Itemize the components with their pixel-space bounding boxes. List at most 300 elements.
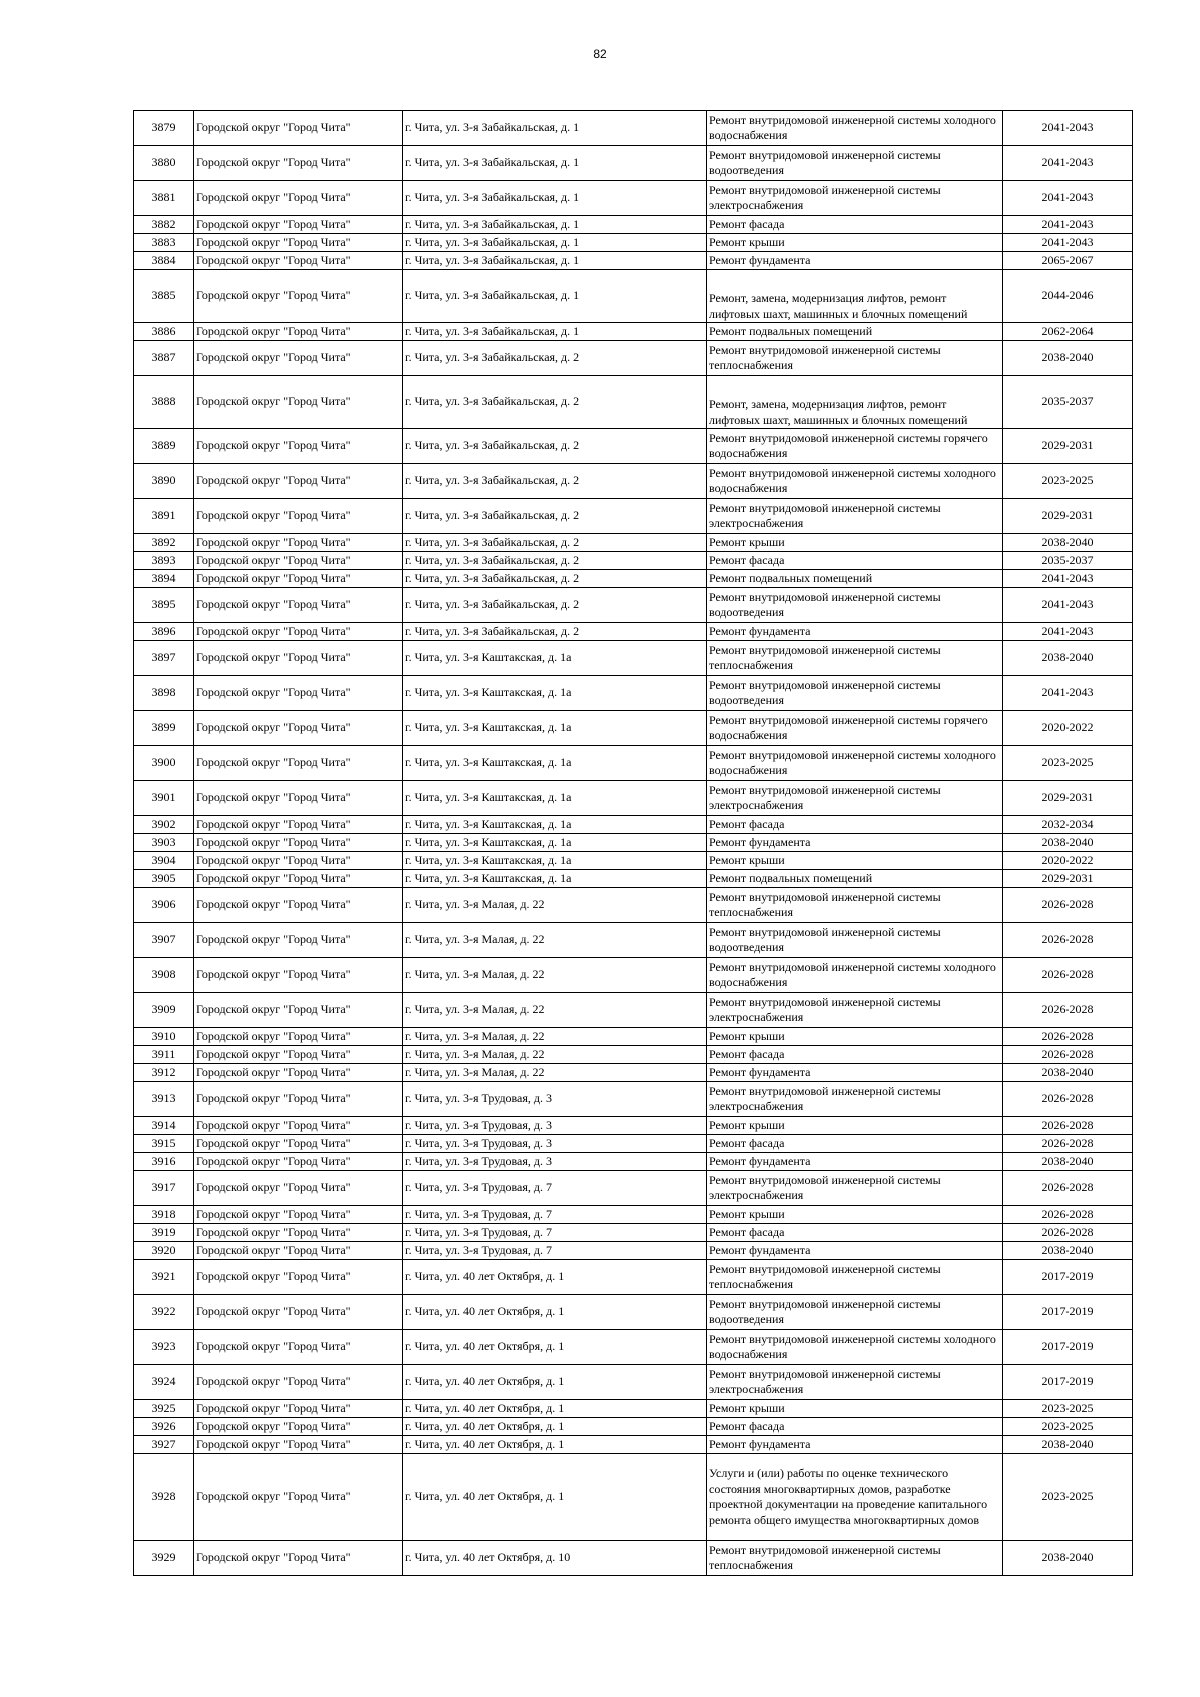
municipality-cell: Городской округ "Город Чита" (194, 1365, 403, 1400)
work-type-cell: Ремонт внутридомовой инженерной системы горячего водоснабжения (707, 711, 1003, 746)
address-cell: г. Чита, ул. 3-я Забайкальская, д. 2 (403, 552, 707, 570)
table-row (134, 1295, 1133, 1330)
period-cell: 2038-2040 (1003, 1436, 1133, 1454)
row-number: 3914 (134, 1117, 194, 1135)
row-number: 3907 (134, 923, 194, 958)
work-type-cell: Ремонт фундамента (707, 1064, 1003, 1082)
municipality-cell: Городской округ "Город Чита" (194, 552, 403, 570)
table-row (134, 464, 1133, 499)
period-cell: 2023-2025 (1003, 1418, 1133, 1436)
municipality-cell: Городской округ "Город Чита" (194, 958, 403, 993)
period-cell: 2041-2043 (1003, 234, 1133, 252)
work-type-cell: Ремонт крыши (707, 234, 1003, 252)
period-cell: 2020-2022 (1003, 852, 1133, 870)
work-type-cell: Ремонт внутридомовой инженерной системы водоотведения (707, 146, 1003, 181)
work-type-cell: Ремонт внутридомовой инженерной системы теплоснабжения (707, 1541, 1003, 1576)
table-row (134, 746, 1133, 781)
period-cell: 2038-2040 (1003, 834, 1133, 852)
work-type-cell: Ремонт внутридомовой инженерной системы холодного водоснабжения (707, 111, 1003, 146)
period-cell: 2038-2040 (1003, 1242, 1133, 1260)
period-cell: 2035-2037 (1003, 376, 1133, 429)
address-cell: г. Чита, ул. 3-я Малая, д. 22 (403, 993, 707, 1028)
address-cell: г. Чита, ул. 3-я Забайкальская, д. 1 (403, 270, 707, 323)
municipality-cell: Городской округ "Город Чита" (194, 1117, 403, 1135)
row-number: 3908 (134, 958, 194, 993)
municipality-cell: Городской округ "Город Чита" (194, 464, 403, 499)
work-type-cell: Ремонт внутридомовой инженерной системы холодного водоснабжения (707, 746, 1003, 781)
municipality-cell: Городской округ "Город Чита" (194, 270, 403, 323)
municipality-cell: Городской округ "Город Чита" (194, 870, 403, 888)
address-cell: г. Чита, ул. 3-я Забайкальская, д. 2 (403, 570, 707, 588)
row-number: 3909 (134, 993, 194, 1028)
table-row (134, 552, 1133, 570)
municipality-cell: Городской округ "Город Чита" (194, 111, 403, 146)
work-type-cell: Ремонт внутридомовой инженерной системы теплоснабжения (707, 341, 1003, 376)
row-number: 3900 (134, 746, 194, 781)
row-number: 3915 (134, 1135, 194, 1153)
table-row (134, 1260, 1133, 1295)
table-row (134, 323, 1133, 341)
municipality-cell: Городской округ "Город Чита" (194, 888, 403, 923)
period-cell: 2026-2028 (1003, 923, 1133, 958)
work-type-cell: Ремонт внутридомовой инженерной системы водоотведения (707, 676, 1003, 711)
address-cell: г. Чита, ул. 3-я Каштакская, д. 1а (403, 781, 707, 816)
table-row (134, 623, 1133, 641)
municipality-cell: Городской округ "Город Чита" (194, 252, 403, 270)
table-row (134, 341, 1133, 376)
municipality-cell: Городской округ "Город Чита" (194, 1171, 403, 1206)
table-row (134, 1171, 1133, 1206)
work-type-cell: Ремонт фасада (707, 1418, 1003, 1436)
table-row (134, 711, 1133, 746)
row-number: 3922 (134, 1295, 194, 1330)
period-cell: 2065-2067 (1003, 252, 1133, 270)
row-number: 3925 (134, 1400, 194, 1418)
period-cell: 2017-2019 (1003, 1260, 1133, 1295)
period-cell: 2029-2031 (1003, 499, 1133, 534)
table-row (134, 1541, 1133, 1576)
period-cell: 2023-2025 (1003, 746, 1133, 781)
municipality-cell: Городской округ "Город Чита" (194, 1206, 403, 1224)
period-cell: 2026-2028 (1003, 1224, 1133, 1242)
table-row (134, 1436, 1133, 1454)
table-row (134, 852, 1133, 870)
table-row (134, 216, 1133, 234)
address-cell: г. Чита, ул. 3-я Трудовая, д. 7 (403, 1171, 707, 1206)
address-cell: г. Чита, ул. 3-я Каштакская, д. 1а (403, 816, 707, 834)
table-row (134, 252, 1133, 270)
row-number: 3902 (134, 816, 194, 834)
period-cell: 2032-2034 (1003, 816, 1133, 834)
municipality-cell: Городской округ "Город Чита" (194, 1260, 403, 1295)
municipality-cell: Городской округ "Город Чита" (194, 1242, 403, 1260)
municipality-cell: Городской округ "Город Чита" (194, 216, 403, 234)
work-type-cell: Ремонт фундамента (707, 1436, 1003, 1454)
period-cell: 2023-2025 (1003, 1400, 1133, 1418)
address-cell: г. Чита, ул. 3-я Каштакская, д. 1а (403, 711, 707, 746)
address-cell: г. Чита, ул. 3-я Малая, д. 22 (403, 888, 707, 923)
work-type-cell: Ремонт внутридомовой инженерной системы горячего водоснабжения (707, 429, 1003, 464)
address-cell: г. Чита, ул. 3-я Забайкальская, д. 1 (403, 323, 707, 341)
row-number: 3912 (134, 1064, 194, 1082)
table-row (134, 1454, 1133, 1541)
period-cell: 2026-2028 (1003, 993, 1133, 1028)
municipality-cell: Городской округ "Город Чита" (194, 781, 403, 816)
period-cell: 2038-2040 (1003, 1153, 1133, 1171)
municipality-cell: Городской округ "Город Чита" (194, 1064, 403, 1082)
table-row (134, 1082, 1133, 1117)
row-number: 3879 (134, 111, 194, 146)
work-type-cell: Ремонт внутридомовой инженерной системы теплоснабжения (707, 1260, 1003, 1295)
address-cell: г. Чита, ул. 40 лет Октября, д. 1 (403, 1260, 707, 1295)
municipality-cell: Городской округ "Город Чита" (194, 1454, 403, 1541)
municipality-cell: Городской округ "Город Чита" (194, 570, 403, 588)
period-cell: 2017-2019 (1003, 1330, 1133, 1365)
row-number: 3920 (134, 1242, 194, 1260)
table-row (134, 146, 1133, 181)
period-cell: 2029-2031 (1003, 781, 1133, 816)
period-cell: 2017-2019 (1003, 1365, 1133, 1400)
table-row (134, 993, 1133, 1028)
municipality-cell: Городской округ "Город Чита" (194, 1224, 403, 1242)
address-cell: г. Чита, ул. 3-я Трудовая, д. 3 (403, 1135, 707, 1153)
period-cell: 2038-2040 (1003, 534, 1133, 552)
address-cell: г. Чита, ул. 3-я Забайкальская, д. 2 (403, 623, 707, 641)
work-type-cell: Ремонт крыши (707, 1400, 1003, 1418)
work-type-cell: Ремонт крыши (707, 852, 1003, 870)
municipality-cell: Городской округ "Город Чита" (194, 1541, 403, 1576)
address-cell: г. Чита, ул. 3-я Малая, д. 22 (403, 1064, 707, 1082)
municipality-cell: Городской округ "Город Чита" (194, 499, 403, 534)
address-cell: г. Чита, ул. 3-я Малая, д. 22 (403, 958, 707, 993)
table-row (134, 1135, 1133, 1153)
period-cell: 2026-2028 (1003, 1135, 1133, 1153)
address-cell: г. Чита, ул. 3-я Забайкальская, д. 1 (403, 252, 707, 270)
municipality-cell: Городской округ "Город Чита" (194, 1082, 403, 1117)
work-type-cell: Ремонт фундамента (707, 252, 1003, 270)
municipality-cell: Городской округ "Город Чита" (194, 711, 403, 746)
work-type-cell: Ремонт фундамента (707, 1242, 1003, 1260)
municipality-cell: Городской округ "Город Чита" (194, 323, 403, 341)
municipality-cell: Городской округ "Город Чита" (194, 341, 403, 376)
table-body (134, 111, 1133, 1576)
table-row (134, 816, 1133, 834)
municipality-cell: Городской округ "Город Чита" (194, 1046, 403, 1064)
period-cell: 2026-2028 (1003, 888, 1133, 923)
work-type-cell: Ремонт внутридомовой инженерной системы электроснабжения (707, 1082, 1003, 1117)
address-cell: г. Чита, ул. 3-я Каштакская, д. 1а (403, 676, 707, 711)
row-number: 3918 (134, 1206, 194, 1224)
capital-repair-table (133, 110, 1133, 1576)
municipality-cell: Городской округ "Город Чита" (194, 429, 403, 464)
row-number: 3883 (134, 234, 194, 252)
municipality-cell: Городской округ "Город Чита" (194, 623, 403, 641)
address-cell: г. Чита, ул. 3-я Забайкальская, д. 2 (403, 376, 707, 429)
address-cell: г. Чита, ул. 40 лет Октября, д. 1 (403, 1418, 707, 1436)
address-cell: г. Чита, ул. 3-я Забайкальская, д. 1 (403, 216, 707, 234)
table-row (134, 111, 1133, 146)
address-cell: г. Чита, ул. 40 лет Октября, д. 1 (403, 1365, 707, 1400)
work-type-cell: Ремонт фасада (707, 216, 1003, 234)
work-type-cell: Ремонт крыши (707, 1206, 1003, 1224)
row-number: 3892 (134, 534, 194, 552)
period-cell: 2041-2043 (1003, 588, 1133, 623)
table-row (134, 923, 1133, 958)
period-cell: 2038-2040 (1003, 641, 1133, 676)
row-number: 3906 (134, 888, 194, 923)
municipality-cell: Городской округ "Город Чита" (194, 1400, 403, 1418)
address-cell: г. Чита, ул. 40 лет Октября, д. 10 (403, 1541, 707, 1576)
period-cell: 2041-2043 (1003, 146, 1133, 181)
row-number: 3887 (134, 341, 194, 376)
address-cell: г. Чита, ул. 3-я Забайкальская, д. 2 (403, 464, 707, 499)
table-row (134, 781, 1133, 816)
address-cell: г. Чита, ул. 3-я Забайкальская, д. 2 (403, 341, 707, 376)
table-row (134, 270, 1133, 323)
address-cell: г. Чита, ул. 3-я Каштакская, д. 1а (403, 641, 707, 676)
work-type-cell: Ремонт подвальных помещений (707, 570, 1003, 588)
table-row (134, 429, 1133, 464)
address-cell: г. Чита, ул. 3-я Забайкальская, д. 2 (403, 534, 707, 552)
row-number: 3898 (134, 676, 194, 711)
work-type-cell: Ремонт внутридомовой инженерной системы водоотведения (707, 923, 1003, 958)
municipality-cell: Городской округ "Город Чита" (194, 234, 403, 252)
municipality-cell: Городской округ "Город Чита" (194, 588, 403, 623)
address-cell: г. Чита, ул. 3-я Забайкальская, д. 1 (403, 111, 707, 146)
work-type-cell: Ремонт фундамента (707, 623, 1003, 641)
work-type-cell: Ремонт фасада (707, 552, 1003, 570)
period-cell: 2038-2040 (1003, 1541, 1133, 1576)
municipality-cell: Городской округ "Город Чита" (194, 676, 403, 711)
municipality-cell: Городской округ "Город Чита" (194, 1330, 403, 1365)
work-type-cell: Ремонт внутридомовой инженерной системы холодного водоснабжения (707, 464, 1003, 499)
row-number: 3893 (134, 552, 194, 570)
address-cell: г. Чита, ул. 3-я Малая, д. 22 (403, 1028, 707, 1046)
row-number: 3916 (134, 1153, 194, 1171)
table-row (134, 1206, 1133, 1224)
row-number: 3881 (134, 181, 194, 216)
period-cell: 2026-2028 (1003, 1171, 1133, 1206)
row-number: 3928 (134, 1454, 194, 1541)
period-cell: 2023-2025 (1003, 464, 1133, 499)
work-type-cell: Ремонт внутридомовой инженерной системы водоотведения (707, 1295, 1003, 1330)
row-number: 3901 (134, 781, 194, 816)
address-cell: г. Чита, ул. 40 лет Октября, д. 1 (403, 1436, 707, 1454)
work-type-cell: Ремонт подвальных помещений (707, 323, 1003, 341)
address-cell: г. Чита, ул. 3-я Трудовая, д. 3 (403, 1117, 707, 1135)
table-row (134, 1046, 1133, 1064)
work-type-cell: Ремонт внутридомовой инженерной системы холодного водоснабжения (707, 1330, 1003, 1365)
table-row (134, 1400, 1133, 1418)
table-row (134, 1330, 1133, 1365)
table-row (134, 641, 1133, 676)
period-cell: 2026-2028 (1003, 1028, 1133, 1046)
address-cell: г. Чита, ул. 3-я Каштакская, д. 1а (403, 852, 707, 870)
municipality-cell: Городской округ "Город Чита" (194, 852, 403, 870)
period-cell: 2023-2025 (1003, 1454, 1133, 1541)
municipality-cell: Городской округ "Город Чита" (194, 1436, 403, 1454)
municipality-cell: Городской округ "Город Чита" (194, 1135, 403, 1153)
address-cell: г. Чита, ул. 3-я Трудовая, д. 7 (403, 1206, 707, 1224)
period-cell: 2044-2046 (1003, 270, 1133, 323)
row-number: 3884 (134, 252, 194, 270)
work-type-cell: Ремонт внутридомовой инженерной системы электроснабжения (707, 1365, 1003, 1400)
row-number: 3896 (134, 623, 194, 641)
address-cell: г. Чита, ул. 3-я Забайкальская, д. 2 (403, 429, 707, 464)
period-cell: 2038-2040 (1003, 341, 1133, 376)
work-type-cell: Ремонт крыши (707, 534, 1003, 552)
address-cell: г. Чита, ул. 3-я Малая, д. 22 (403, 923, 707, 958)
row-number: 3927 (134, 1436, 194, 1454)
address-cell: г. Чита, ул. 3-я Забайкальская, д. 2 (403, 588, 707, 623)
table-row (134, 376, 1133, 429)
period-cell: 2020-2022 (1003, 711, 1133, 746)
address-cell: г. Чита, ул. 3-я Забайкальская, д. 2 (403, 499, 707, 534)
period-cell: 2029-2031 (1003, 870, 1133, 888)
row-number: 3885 (134, 270, 194, 323)
row-number: 3917 (134, 1171, 194, 1206)
period-cell: 2041-2043 (1003, 181, 1133, 216)
row-number: 3880 (134, 146, 194, 181)
work-type-cell: Ремонт крыши (707, 1117, 1003, 1135)
row-number: 3890 (134, 464, 194, 499)
work-type-cell: Ремонт фасада (707, 816, 1003, 834)
period-cell: 2035-2037 (1003, 552, 1133, 570)
address-cell: г. Чита, ул. 3-я Каштакская, д. 1а (403, 870, 707, 888)
municipality-cell: Городской округ "Город Чита" (194, 834, 403, 852)
period-cell: 2041-2043 (1003, 216, 1133, 234)
address-cell: г. Чита, ул. 3-я Каштакская, д. 1а (403, 746, 707, 781)
work-type-cell: Ремонт внутридомовой инженерной системы электроснабжения (707, 993, 1003, 1028)
municipality-cell: Городской округ "Город Чита" (194, 534, 403, 552)
table-row (134, 1365, 1133, 1400)
period-cell: 2026-2028 (1003, 958, 1133, 993)
table-row (134, 499, 1133, 534)
work-type-cell: Ремонт фасада (707, 1046, 1003, 1064)
municipality-cell: Городской округ "Город Чита" (194, 993, 403, 1028)
table-row (134, 958, 1133, 993)
municipality-cell: Городской округ "Город Чита" (194, 146, 403, 181)
work-type-cell: Ремонт внутридомовой инженерной системы электроснабжения (707, 1171, 1003, 1206)
municipality-cell: Городской округ "Город Чита" (194, 641, 403, 676)
work-type-cell: Ремонт фасада (707, 1135, 1003, 1153)
period-cell: 2017-2019 (1003, 1295, 1133, 1330)
address-cell: г. Чита, ул. 40 лет Октября, д. 1 (403, 1454, 707, 1541)
row-number: 3905 (134, 870, 194, 888)
table-row (134, 181, 1133, 216)
row-number: 3923 (134, 1330, 194, 1365)
address-cell: г. Чита, ул. 3-я Забайкальская, д. 1 (403, 146, 707, 181)
table-row (134, 1224, 1133, 1242)
period-cell: 2026-2028 (1003, 1206, 1133, 1224)
address-cell: г. Чита, ул. 3-я Забайкальская, д. 1 (403, 181, 707, 216)
municipality-cell: Городской округ "Город Чита" (194, 1418, 403, 1436)
period-cell: 2062-2064 (1003, 323, 1133, 341)
table-row (134, 1064, 1133, 1082)
page-number: 82 (593, 47, 607, 61)
row-number: 3895 (134, 588, 194, 623)
period-cell: 2038-2040 (1003, 1064, 1133, 1082)
address-cell: г. Чита, ул. 40 лет Октября, д. 1 (403, 1295, 707, 1330)
work-type-cell: Ремонт, замена, модернизация лифтов, ремонт лифтовых шахт, машинных и блочных помещений (707, 376, 1003, 429)
table-row (134, 1117, 1133, 1135)
row-number: 3910 (134, 1028, 194, 1046)
work-type-cell: Ремонт внутридомовой инженерной системы электроснабжения (707, 181, 1003, 216)
row-number: 3919 (134, 1224, 194, 1242)
period-cell: 2041-2043 (1003, 623, 1133, 641)
work-type-cell: Ремонт внутридомовой инженерной системы холодного водоснабжения (707, 958, 1003, 993)
row-number: 3889 (134, 429, 194, 464)
work-type-cell: Ремонт внутридомовой инженерной системы электроснабжения (707, 499, 1003, 534)
address-cell: г. Чита, ул. 3-я Трудовая, д. 7 (403, 1224, 707, 1242)
address-cell: г. Чита, ул. 3-я Каштакская, д. 1а (403, 834, 707, 852)
row-number: 3926 (134, 1418, 194, 1436)
row-number: 3888 (134, 376, 194, 429)
row-number: 3897 (134, 641, 194, 676)
municipality-cell: Городской округ "Город Чита" (194, 1153, 403, 1171)
address-cell: г. Чита, ул. 3-я Трудовая, д. 3 (403, 1153, 707, 1171)
municipality-cell: Городской округ "Город Чита" (194, 1295, 403, 1330)
period-cell: 2041-2043 (1003, 570, 1133, 588)
row-number: 3929 (134, 1541, 194, 1576)
table-row (134, 1028, 1133, 1046)
table-row (134, 234, 1133, 252)
row-number: 3904 (134, 852, 194, 870)
table-row (134, 834, 1133, 852)
table-row (134, 888, 1133, 923)
row-number: 3886 (134, 323, 194, 341)
municipality-cell: Городской округ "Город Чита" (194, 816, 403, 834)
address-cell: г. Чита, ул. 3-я Трудовая, д. 3 (403, 1082, 707, 1117)
work-type-cell: Ремонт внутридомовой инженерной системы водоотведения (707, 588, 1003, 623)
period-cell: 2026-2028 (1003, 1117, 1133, 1135)
work-type-cell: Ремонт фасада (707, 1224, 1003, 1242)
municipality-cell: Городской округ "Город Чита" (194, 746, 403, 781)
municipality-cell: Городской округ "Город Чита" (194, 376, 403, 429)
row-number: 3882 (134, 216, 194, 234)
municipality-cell: Городской округ "Город Чита" (194, 1028, 403, 1046)
row-number: 3903 (134, 834, 194, 852)
municipality-cell: Городской округ "Город Чита" (194, 923, 403, 958)
municipality-cell: Городской округ "Город Чита" (194, 181, 403, 216)
address-cell: г. Чита, ул. 40 лет Октября, д. 1 (403, 1400, 707, 1418)
table-row (134, 1242, 1133, 1260)
table-row (134, 534, 1133, 552)
period-cell: 2041-2043 (1003, 111, 1133, 146)
table-row (134, 1418, 1133, 1436)
work-type-cell: Услуги и (или) работы по оценке технического состояния многоквартирных домов, разработке проектной документации на проведение капитального ремонта общего имущества многоквартирных домов (707, 1454, 1003, 1541)
row-number: 3921 (134, 1260, 194, 1295)
row-number: 3891 (134, 499, 194, 534)
work-type-cell: Ремонт крыши (707, 1028, 1003, 1046)
table-row (134, 588, 1133, 623)
work-type-cell: Ремонт подвальных помещений (707, 870, 1003, 888)
table-row (134, 676, 1133, 711)
address-cell: г. Чита, ул. 3-я Трудовая, д. 7 (403, 1242, 707, 1260)
address-cell: г. Чита, ул. 3-я Малая, д. 22 (403, 1046, 707, 1064)
row-number: 3894 (134, 570, 194, 588)
period-cell: 2029-2031 (1003, 429, 1133, 464)
row-number: 3899 (134, 711, 194, 746)
row-number: 3924 (134, 1365, 194, 1400)
work-type-cell: Ремонт, замена, модернизация лифтов, ремонт лифтовых шахт, машинных и блочных помещений (707, 270, 1003, 323)
table-row (134, 1153, 1133, 1171)
work-type-cell: Ремонт внутридомовой инженерной системы теплоснабжения (707, 888, 1003, 923)
work-type-cell: Ремонт фундамента (707, 1153, 1003, 1171)
address-cell: г. Чита, ул. 3-я Забайкальская, д. 1 (403, 234, 707, 252)
period-cell: 2026-2028 (1003, 1046, 1133, 1064)
work-type-cell: Ремонт фундамента (707, 834, 1003, 852)
